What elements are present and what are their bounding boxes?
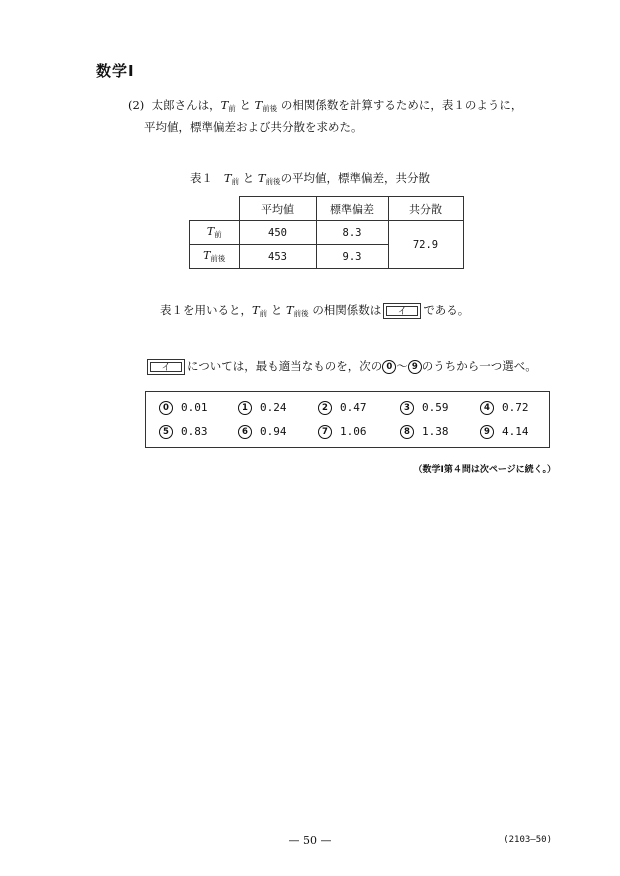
circled-number-0: 0 — [382, 360, 396, 374]
choice-1[interactable] — [238, 401, 287, 415]
subscript-before: 前 — [214, 230, 222, 239]
choice-value: 0.94 — [260, 425, 287, 438]
table-label: 表１ — [189, 171, 213, 185]
subscript-before-after: 前後 — [210, 254, 226, 263]
circled-number: 2 — [318, 401, 332, 415]
choice-3[interactable] — [400, 401, 449, 415]
instruction-text-2: のうちから一つ選べ。 — [421, 359, 537, 373]
cell-sd: 9.3 — [316, 245, 388, 269]
circled-number: 3 — [400, 401, 414, 415]
sentence-suffix: である。 — [423, 303, 470, 317]
choice-6[interactable] — [238, 425, 287, 439]
cell-mean: 450 — [239, 221, 316, 245]
choice-value: 0.83 — [181, 425, 208, 438]
page-number: — 50 — — [288, 834, 332, 847]
circled-number: 9 — [480, 425, 494, 439]
circled-number: 8 — [400, 425, 414, 439]
var-t: T — [223, 171, 232, 185]
circled-number: 7 — [318, 425, 332, 439]
sentence-prefix: 表１を用いると， — [160, 303, 252, 317]
subscript-before-after: 前後 — [293, 309, 309, 318]
var-t: T — [220, 98, 229, 112]
circled-number-9: 9 — [408, 360, 422, 374]
answer-box-label: イ — [150, 362, 182, 372]
choice-value: 0.59 — [422, 401, 449, 414]
instruction-text-1: については，最も適当なものを，次の — [187, 359, 383, 373]
cell-sd: 8.3 — [316, 221, 388, 245]
circled-number: 6 — [238, 425, 252, 439]
var-t: T — [257, 171, 266, 185]
table-header-row — [190, 197, 464, 221]
subject-title: 数学Ⅰ — [96, 62, 135, 80]
choice-9[interactable] — [480, 425, 529, 439]
conj-to: と — [270, 303, 283, 317]
cell-mean: 453 — [239, 245, 316, 269]
question-text-b: の相関係数を計算するために，表１のように， — [280, 98, 523, 112]
choice-4[interactable] — [480, 401, 529, 415]
caption-text: の平均値，標準偏差，共分散 — [280, 171, 431, 185]
choice-0[interactable] — [159, 401, 208, 415]
row-label-before — [190, 221, 240, 245]
choice-value: 1.38 — [422, 425, 449, 438]
subscript-before-after: 前後 — [265, 177, 281, 186]
choices-box — [145, 391, 550, 448]
choice-8[interactable] — [400, 425, 449, 439]
choice-2[interactable] — [318, 401, 367, 415]
page-code: (2103—50) — [503, 835, 552, 845]
cell-covariance: 72.9 — [388, 221, 463, 269]
question-line-2: 平均値，標準偏差および共分散を求めた。 — [144, 120, 363, 134]
choice-value: 4.14 — [502, 425, 529, 438]
answer-box-label: イ — [386, 306, 418, 316]
var-t: T — [252, 303, 260, 317]
instruction-line — [145, 359, 537, 375]
stats-table — [189, 196, 464, 269]
choice-value: 1.06 — [340, 425, 367, 438]
answer-box-i[interactable] — [383, 303, 421, 319]
question-line-1 — [128, 98, 522, 116]
choice-value: 0.72 — [502, 401, 529, 414]
subscript-before-after: 前後 — [262, 104, 278, 113]
choice-7[interactable] — [318, 425, 367, 439]
choice-value: 0.01 — [181, 401, 208, 414]
subscript-before: 前 — [259, 309, 268, 318]
circled-number: 0 — [159, 401, 173, 415]
conj-to: と — [242, 171, 255, 185]
circled-number: 5 — [159, 425, 173, 439]
row-label-before-after — [190, 245, 240, 269]
choice-value: 0.24 — [260, 401, 287, 414]
question-number: (2) — [128, 98, 145, 112]
continuation-note: （数学Ⅰ第４問は次ページに続く。） — [413, 465, 556, 475]
subscript-before: 前 — [228, 104, 236, 113]
answer-box-i[interactable] — [147, 359, 185, 375]
var-t: T — [203, 249, 211, 262]
table-corner — [190, 197, 240, 221]
table-row — [190, 221, 464, 245]
conj-to: と — [239, 98, 251, 112]
choice-value: 0.47 — [340, 401, 367, 414]
header-mean: 平均値 — [239, 197, 316, 221]
var-t: T — [285, 303, 294, 317]
var-t: T — [254, 98, 263, 112]
question-text-a: 太郎さんは， — [151, 98, 221, 112]
subscript-before: 前 — [231, 177, 240, 186]
header-sd: 標準偏差 — [316, 197, 388, 221]
circled-number: 1 — [238, 401, 252, 415]
sentence-middle: の相関係数は — [312, 303, 382, 317]
table-caption — [0, 170, 620, 187]
result-sentence — [160, 303, 469, 321]
var-t: T — [206, 225, 215, 238]
choice-5[interactable] — [159, 425, 208, 439]
tilde: ～ — [396, 359, 408, 373]
circled-number: 4 — [480, 401, 494, 415]
header-cov: 共分散 — [388, 197, 463, 221]
